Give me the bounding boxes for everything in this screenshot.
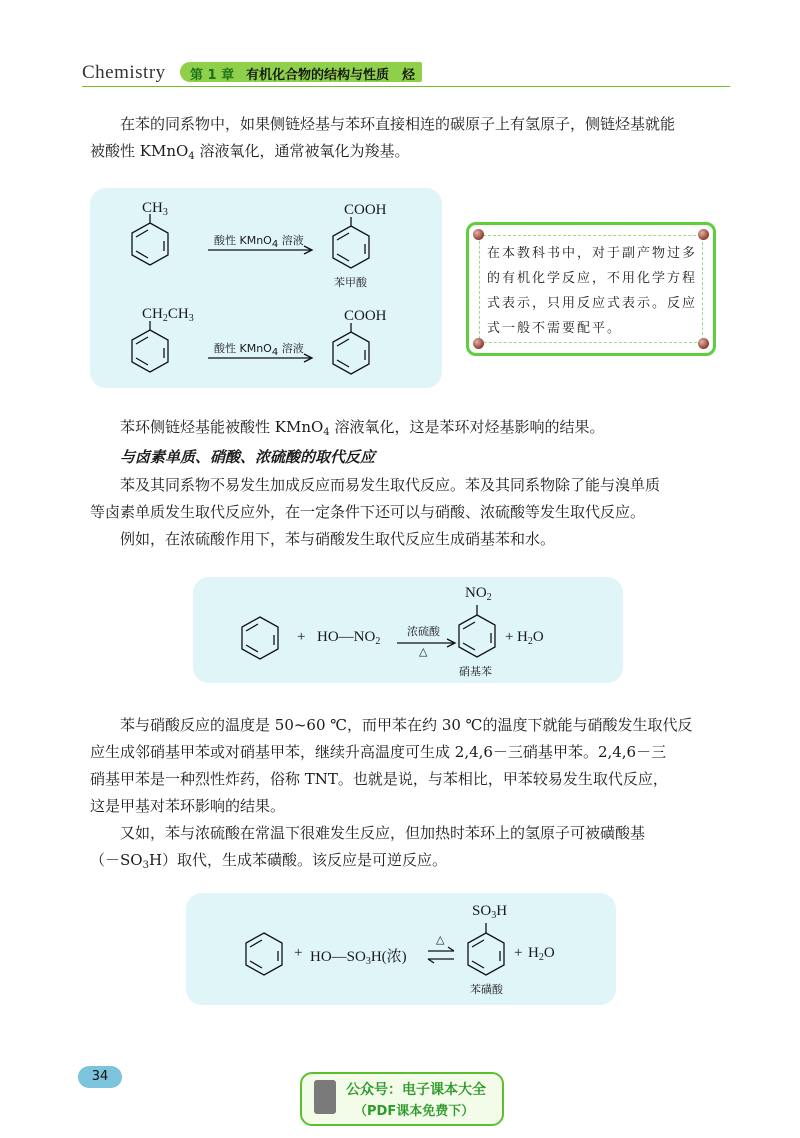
toluene-ring	[132, 223, 168, 265]
benzoic-acid-name: 苯甲酸	[334, 276, 367, 289]
water-label: $H_2O$	[517, 629, 544, 647]
reaction-1-structures	[90, 188, 442, 388]
watermark-line-2: （PDF课本免费下）	[354, 1104, 475, 1119]
oxidation-condition-1: 酸性 KMnO4 溶液	[214, 234, 304, 250]
reaction-box-nitration	[193, 577, 623, 683]
water-label-2: $H_2O$	[528, 945, 555, 963]
benzoic-acid-label-1: COOH	[344, 202, 387, 218]
section-heading-substitution: 与卤素单质、硝酸、浓硫酸的取代反应	[120, 448, 376, 466]
para1-line2b: 溶液氧化，通常被氧化为羧基。	[194, 142, 410, 160]
watermark-badge	[300, 1072, 504, 1126]
note-bead-bottom-right	[698, 338, 709, 349]
paragraph-1	[90, 111, 730, 170]
nitrobenzene-ring	[459, 615, 495, 657]
paragraph-4: 苯与硝酸反应的温度是 50~60 ℃，而甲苯在约 30 ℃的温度下就能与硝酸发生取代反 应生成邻硝基甲苯或对硝基甲苯，继续升高温度可生成 2,4,6－三硝基甲苯。2,4,6－三 硝基甲苯是一种烈性炸药，俗称 TNT。也就是说，与苯相比，甲苯较易发生取代反应， 这是甲基对苯环影响的结果。 又如，苯与浓硫酸在常温下很难发生反应，但加热时苯环上的氢原子可被磺酸基 $(-SO_3H)$取代，生成苯磺酸。该反应是可逆反应。	[90, 716, 693, 871]
note-bead-top-right	[698, 229, 709, 240]
nitric-acid-label: $HO—NO_2$	[317, 629, 381, 647]
ethylbenzene-ring	[132, 330, 168, 372]
plus-sign-1: +	[297, 629, 306, 645]
note-bead-top-left	[473, 229, 484, 240]
ethylbenzene-label: $CH_2CH_3$	[142, 306, 194, 324]
benzoic-acid-ring-1	[333, 226, 369, 268]
benzenesulfonic-acid-ring	[468, 933, 504, 975]
sulfonation-condition-heat: △	[436, 933, 445, 946]
para1-line1: 在苯的同系物中，如果侧链烃基与苯环直接相连的碳原子上有氢原子，侧链烃基就能	[120, 115, 676, 133]
paragraph-2: 苯环侧链烃基能被酸性 KMnO$_4$ 溶液氧化，这是苯环对烃基影响的结果。	[120, 418, 605, 438]
benzene-ring-sulfonation	[246, 933, 282, 975]
para1-line2-sub: 4	[188, 151, 195, 162]
plus-sign-4: +	[514, 945, 523, 961]
header-chapter: 第 1 章	[190, 68, 235, 83]
nitration-condition-heat: △	[419, 645, 428, 658]
note-box	[466, 222, 716, 356]
plus-sign-3: +	[294, 945, 303, 961]
sulfuric-acid-label: $HO—SO_3H$(浓)	[310, 949, 407, 967]
toluene-label: $CH_3$	[142, 200, 168, 218]
benzene-ring-nitration	[242, 617, 278, 659]
benzenesulfonic-acid-name: 苯磺酸	[470, 983, 503, 996]
header-rule	[82, 86, 730, 87]
note-text: 在本教科书中，对于副产物过多的有机化学反应，不用化学方程式表示，只用反应式表示。反应式一般不需要配平。	[487, 246, 698, 336]
reaction-box-oxidation	[90, 188, 442, 388]
oxidation-condition-2: 酸性 KMnO4 溶液	[214, 342, 304, 358]
nitration-condition-top: 浓硫酸	[407, 625, 440, 638]
benzoic-acid-label-2: COOH	[344, 308, 387, 324]
book-icon	[314, 1080, 336, 1114]
para1-line2a: 被酸性 KMnO	[90, 142, 189, 160]
nitrobenzene-name: 硝基苯	[459, 665, 492, 678]
sulfonic-group-label: $SO_3H$	[472, 903, 508, 921]
watermark-line-1: 公众号：电子课本大全	[346, 1082, 486, 1098]
plus-sign-2: +	[505, 629, 514, 645]
note-bead-bottom-left	[473, 338, 484, 349]
nitro-group-label: $NO_2$	[465, 585, 492, 603]
page-number: 34	[78, 1066, 122, 1088]
benzoic-acid-ring-2	[333, 332, 369, 374]
header-title: 有机化合物的结构与性质 烃	[246, 68, 416, 83]
paragraph-3: 苯及其同系物不易发生加成反应而易发生取代反应。苯及其同系物除了能与溴单质 等卤素单质发生取代反应外，在一定条件下还可以与硝酸、浓硫酸等发生取代反应。 例如，在浓硫酸作用下，苯与硝酸发生取代反应生成硝基苯和水。	[90, 476, 661, 548]
reaction-box-sulfonation	[186, 893, 616, 1005]
header-brand: Chemistry	[82, 62, 166, 83]
